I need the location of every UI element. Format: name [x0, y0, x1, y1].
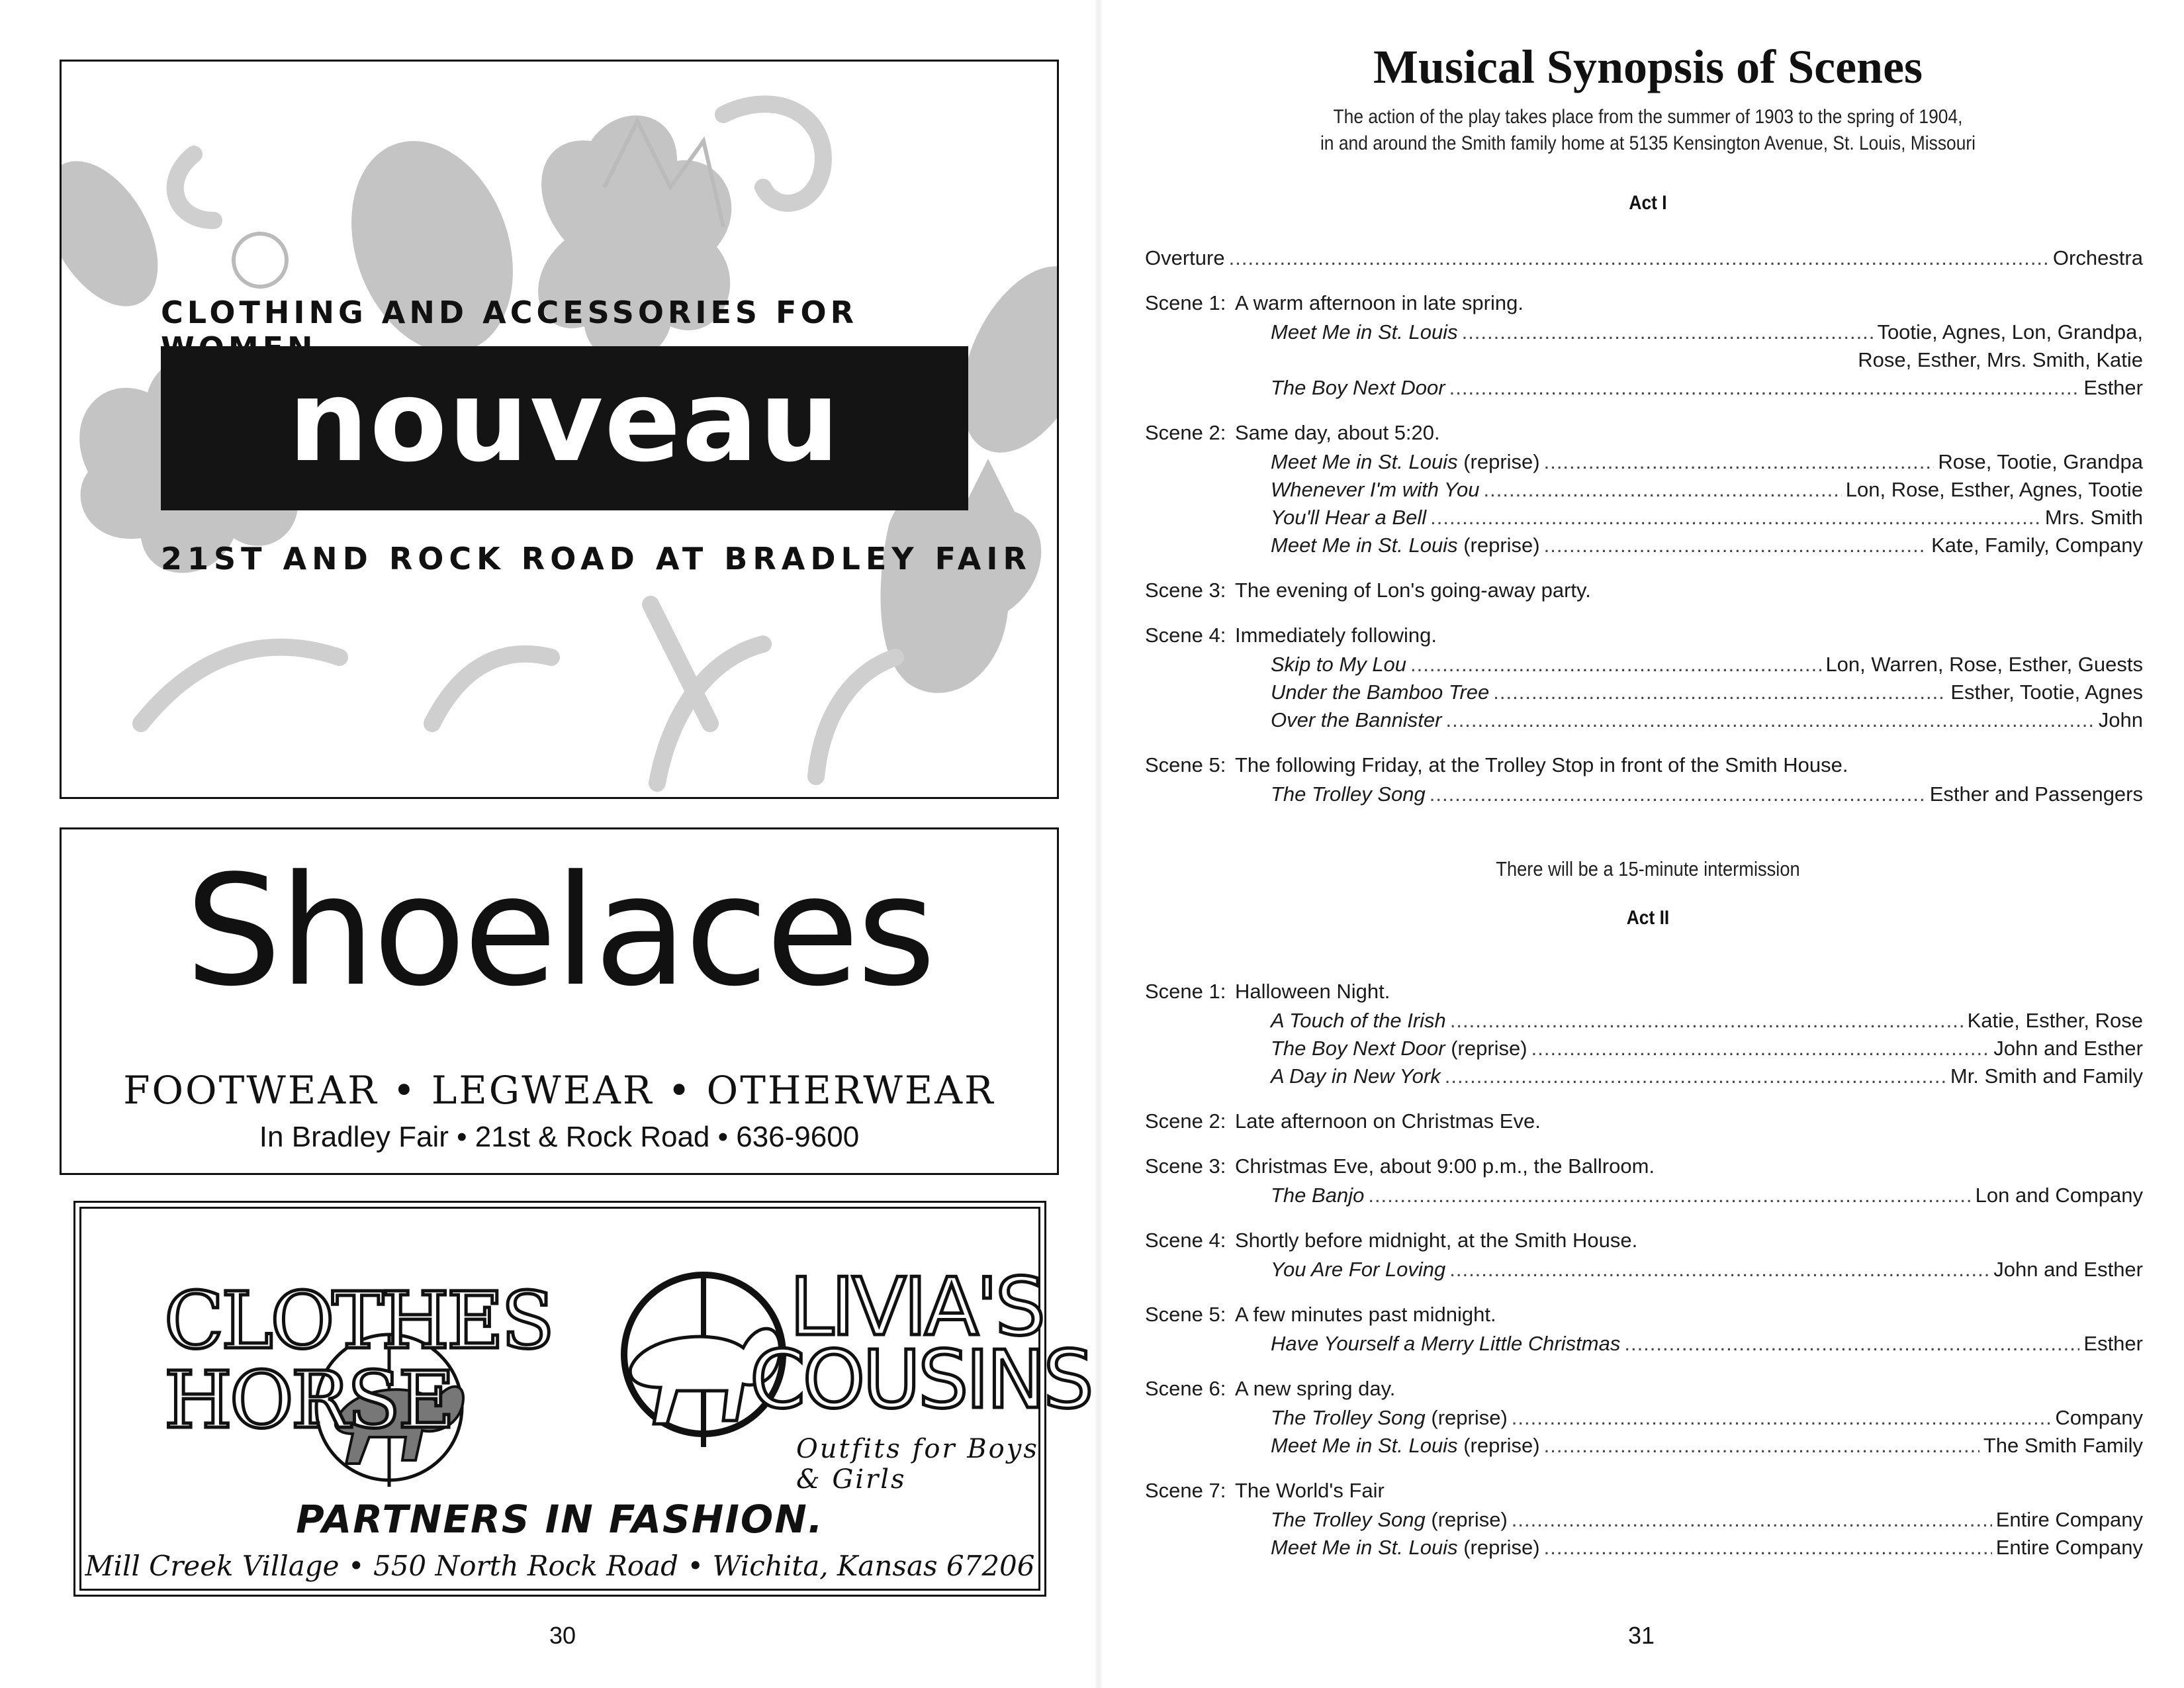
subtitle-line1: The action of the play takes place from the summer of 1903 to the spring of 1904, — [1333, 106, 1963, 128]
song-row — [1271, 1064, 2143, 1091]
act1-heading: Act I — [1629, 192, 1667, 214]
leader-dots — [1484, 478, 1842, 502]
scene-row — [1145, 579, 2143, 602]
scene-description: A warm afternoon in late spring. — [1235, 291, 1524, 314]
song-row — [1271, 1508, 2143, 1534]
scene-label: Scene 5: — [1145, 1303, 1226, 1326]
olivias-line2: COUSINS — [750, 1335, 1091, 1427]
song-performers: John — [2098, 708, 2143, 731]
song-suffix: (reprise) — [1457, 1536, 1540, 1559]
page-gutter — [1095, 0, 1102, 1688]
song-title: The Trolley Song — [1271, 1508, 1426, 1531]
song-title: The Trolley Song — [1271, 782, 1426, 806]
overture-label: Overture — [1145, 246, 1225, 269]
song-row — [1271, 708, 2143, 735]
scene-label: Scene 1: — [1145, 291, 1226, 314]
song-title: Under the Bamboo Tree — [1271, 680, 1490, 704]
clothes-horse-logo — [164, 1248, 561, 1500]
song-performers: Rose, Tootie, Grandpa — [1938, 450, 2143, 473]
song-row — [1271, 534, 2143, 560]
ad-partners-in-fashion — [79, 1207, 1091, 1591]
ad-headline: PARTNERS IN FASHION. — [296, 1497, 824, 1542]
act2-heading: Act II — [1626, 907, 1670, 929]
song-performers: John and Esther — [1993, 1258, 2143, 1281]
song-row — [1271, 1406, 2143, 1432]
scene-label: Scene 3: — [1145, 579, 1226, 602]
scene-description: A new spring day. — [1235, 1377, 1396, 1400]
scene-description: Christmas Eve, about 9:00 p.m., the Ballroom. — [1235, 1154, 1655, 1178]
song-suffix: (reprise) — [1445, 1037, 1527, 1060]
leader-dots — [1450, 1009, 1964, 1033]
leader-dots — [1410, 653, 1821, 677]
song-row — [1271, 1536, 2143, 1562]
leader-dots — [1229, 246, 2049, 270]
song-row — [1271, 1434, 2143, 1460]
scene-description: A few minutes past midnight. — [1235, 1303, 1496, 1326]
scene-description: Late afternoon on Christmas Eve. — [1235, 1109, 1541, 1133]
song-performers: Esther and Passengers — [1929, 782, 2143, 806]
song-row — [1271, 478, 2143, 504]
song-row — [1271, 680, 2143, 707]
song-title: Meet Me in St. Louis — [1271, 534, 1458, 557]
leader-dots — [1445, 708, 2094, 732]
ad-categories: FOOTWEAR • LEGWEAR • OTHERWEAR — [123, 1068, 995, 1113]
scene-label: Scene 4: — [1145, 1229, 1226, 1252]
overture-row — [1145, 246, 2143, 273]
leader-dots — [1449, 1258, 1989, 1282]
leader-dots — [1544, 450, 1934, 474]
song-title: A Touch of the Irish — [1271, 1009, 1446, 1032]
leader-dots — [1493, 680, 1946, 704]
song-title: The Banjo — [1271, 1184, 1365, 1207]
performers-continued: Rose, Esther, Mrs. Smith, Katie — [1858, 348, 2143, 371]
ad-address: Mill Creek Village • 550 North Rock Road • Wichita, Kansas 67206 — [85, 1550, 1035, 1582]
song-row — [1271, 1184, 2143, 1210]
leader-dots — [1462, 320, 1874, 344]
song-performers: Lon, Rose, Esther, Agnes, Tootie — [1845, 478, 2143, 501]
scene-description: Immediately following. — [1235, 624, 1437, 647]
leader-dots — [1512, 1508, 1992, 1532]
song-suffix: (reprise) — [1425, 1406, 1508, 1429]
song-title: Meet Me in St. Louis — [1271, 320, 1458, 344]
scene-description: The following Friday, at the Trolley Stop in front of the Smith House. — [1235, 753, 1848, 776]
song-performers: Mrs. Smith — [2044, 506, 2143, 529]
song-row — [1271, 1332, 2143, 1358]
scene-label: Scene 2: — [1145, 421, 1226, 444]
leader-dots — [1544, 1536, 1992, 1560]
song-suffix: (reprise) — [1425, 1508, 1508, 1531]
scene-label: Scene 1: — [1145, 980, 1226, 1003]
leader-dots — [1430, 782, 1926, 806]
scene-row — [1145, 753, 2143, 777]
song-title: The Trolley Song — [1271, 1406, 1426, 1429]
ad-shoelaces — [60, 827, 1059, 1175]
scene-row — [1145, 1229, 2143, 1252]
scene-row — [1145, 1479, 2143, 1503]
song-performers: Esther — [2083, 1332, 2143, 1355]
song-title: Meet Me in St. Louis — [1271, 450, 1458, 473]
leader-dots — [1624, 1332, 2079, 1356]
intermission-note: There will be a 15-minute intermission — [1496, 857, 1800, 880]
ad-nouveau — [60, 60, 1059, 799]
song-performers: Esther, Tootie, Agnes — [1950, 680, 2143, 704]
song-row — [1271, 376, 2143, 402]
song-performers: The Smith Family — [1983, 1434, 2143, 1457]
subtitle-line2: in and around the Smith family home at 5135 Kensington Avenue, St. Louis, Missouri — [1320, 132, 1976, 154]
ad-tagline-bottom: 21ST AND ROCK ROAD AT BRADLEY FAIR — [161, 541, 1032, 577]
leader-dots — [1544, 1434, 1979, 1458]
song-title: The Boy Next Door — [1271, 1037, 1445, 1060]
scene-label: Scene 4: — [1145, 624, 1226, 647]
leader-dots — [1368, 1184, 1971, 1207]
scene-row — [1145, 1154, 2143, 1178]
leader-dots — [1445, 1064, 1946, 1088]
olivias-line1: LIVIA'S — [790, 1262, 1043, 1354]
song-performers: Company — [2055, 1406, 2143, 1429]
song-row — [1271, 1258, 2143, 1284]
scene-description: Same day, about 5:20. — [1235, 421, 1440, 444]
song-title: Have Yourself a Merry Little Christmas — [1271, 1332, 1621, 1355]
scene-label: Scene 2: — [1145, 1109, 1226, 1133]
song-suffix: (reprise) — [1457, 450, 1540, 473]
scene-row — [1145, 421, 2143, 445]
song-suffix: (reprise) — [1457, 534, 1540, 557]
scene-row — [1145, 624, 2143, 647]
scene-label: Scene 5: — [1145, 753, 1226, 776]
song-title: A Day in New York — [1271, 1064, 1441, 1088]
song-performers: Kate, Family, Company — [1931, 534, 2143, 557]
song-performers: Lon and Company — [1975, 1184, 2143, 1207]
ad-address: In Bradley Fair • 21st & Rock Road • 636-9600 — [259, 1121, 860, 1153]
scene-row — [1145, 980, 2143, 1004]
scene-description: Halloween Night. — [1235, 980, 1390, 1003]
page-number-left: 30 — [549, 1622, 576, 1649]
song-title: You'll Hear a Bell — [1271, 506, 1427, 529]
scene-row — [1145, 1109, 2143, 1133]
scene-description: The World's Fair — [1235, 1479, 1385, 1502]
leader-dots — [1512, 1406, 2052, 1430]
song-title: Meet Me in St. Louis — [1271, 1434, 1458, 1457]
scene-description: Shortly before midnight, at the Smith House. — [1235, 1229, 1638, 1252]
song-title: The Boy Next Door — [1271, 376, 1445, 399]
scene-label: Scene 3: — [1145, 1154, 1226, 1178]
song-row — [1271, 450, 2143, 477]
olivias-cousins-logo — [531, 1242, 1091, 1520]
song-row — [1271, 1009, 2143, 1035]
ad-brand-name: nouveau — [288, 356, 841, 487]
song-performers: Tootie, Agnes, Lon, Grandpa, — [1877, 320, 2143, 344]
song-performers: Katie, Esther, Rose — [1967, 1009, 2143, 1032]
song-performers: Lon, Warren, Rose, Esther, Guests — [1825, 653, 2143, 676]
scene-row — [1145, 291, 2143, 315]
page-title: Musical Synopsis of Scenes — [1373, 40, 1923, 93]
song-title: Meet Me in St. Louis — [1271, 1536, 1458, 1559]
overture-performer: Orchestra — [2052, 246, 2143, 269]
song-title: Whenever I'm with You — [1271, 478, 1480, 501]
scene-description: The evening of Lon's going-away party. — [1235, 579, 1591, 602]
song-performers: Entire Company — [1995, 1508, 2143, 1531]
scene-label: Scene 7: — [1145, 1479, 1226, 1502]
song-performers: Esther — [2083, 376, 2143, 399]
scene-label: Scene 6: — [1145, 1377, 1226, 1400]
scene-row — [1145, 1303, 2143, 1327]
scene-row — [1145, 1377, 2143, 1401]
ad-logo-bar — [161, 346, 968, 510]
page-number-right: 31 — [1627, 1622, 1655, 1649]
song-title: You Are For Loving — [1271, 1258, 1446, 1281]
song-row — [1271, 506, 2143, 532]
song-row — [1271, 653, 2143, 679]
song-suffix: (reprise) — [1457, 1434, 1540, 1457]
song-row — [1271, 1037, 2143, 1063]
leader-dots — [1430, 506, 2041, 530]
clothes-horse-line1: CLOTHES — [164, 1275, 552, 1366]
song-title: Over the Bannister — [1271, 708, 1442, 731]
song-performers: John and Esther — [1993, 1037, 2143, 1060]
song-performers: Mr. Smith and Family — [1950, 1064, 2143, 1088]
ad-tagline-top: CLOTHING AND ACCESSORIES FOR — [161, 295, 858, 330]
song-performers: Entire Company — [1995, 1536, 2143, 1559]
clothes-horse-line2: HORSE — [164, 1354, 453, 1446]
song-title: Skip to My Lou — [1271, 653, 1407, 676]
song-row — [1271, 320, 2143, 347]
song-row — [1271, 782, 2143, 809]
leader-dots — [1544, 534, 1928, 557]
olivias-tagline: Outfits for Boys & Girls — [796, 1434, 1039, 1495]
leader-dots — [1531, 1037, 1990, 1060]
ad-brand-name: Shoelaces — [185, 843, 934, 1020]
leader-dots — [1449, 376, 2080, 400]
